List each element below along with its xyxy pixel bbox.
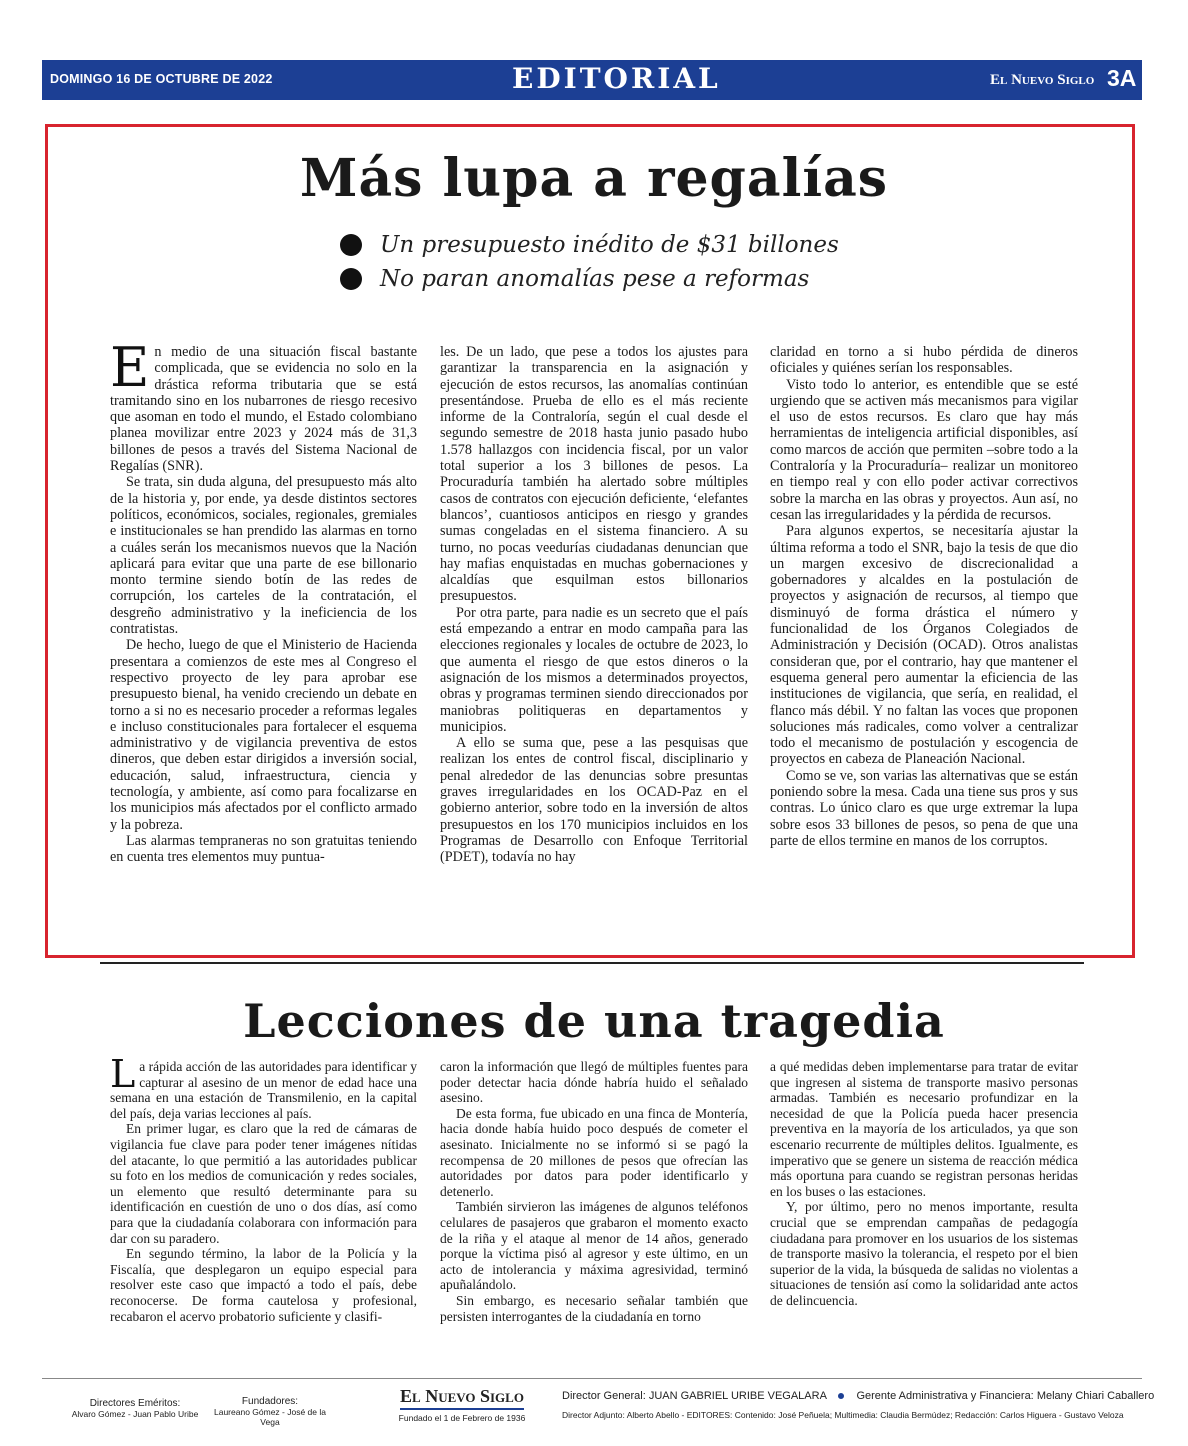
editorial-column-2 <box>440 1059 748 1324</box>
paragraph: Las alarmas tempraneras no son gratuitas teniendo en cuenta tres elementos muy puntua- <box>110 832 417 866</box>
paragraph: Visto todo lo anterior, es entendible que se esté urgiendo que se activen más mecanismos para vigilar el uso de estos recursos. Es claro que hay más herramientas de inteligencia artificial disponibles, así como marcos de acción que permiten –sobre todo a la Contraloría y la Procuraduría– realizar un monitoreo en tiempo real y con ello poder activar correctivos sobre la marcha en las obras y proyectos. Aun así, no cesan las irregularidades y la pérdida de recursos. <box>770 376 1078 523</box>
paragraph: a qué medidas deben implementarse para tratar de evitar que ingresen al sistema de transporte masivo personas armadas. También es necesario profundizar en la necesidad de que la Policía pueda hacer presencia preventiva en la mayoría de los articulados, ya que son escenario recurrente de múltiples delitos. Igualmente, es imperativo que se genere un sistema de reacción médica más oportuna para cuando se registran personas heridas en los buses o las estaciones. <box>770 1059 1078 1199</box>
newspaper-logo: El Nuevo Siglo <box>400 1386 524 1410</box>
paragraph: También sirvieron las imágenes de algunos teléfonos celulares de pasajeros que grabaron el momento exacto de la riña y el ataque al menor de 14 años, generado porque la víctima pisó al agresor y este último, en un acto de intolerancia y máxima agresividad, terminó apuñalándolo. <box>440 1199 748 1293</box>
director-general-label: Director General: <box>562 1390 646 1402</box>
masthead-main-row <box>562 1390 1155 1402</box>
page-number: 3A <box>1107 65 1137 91</box>
paragraph: caron la información que llegó de múltiples fuentes para poder detectar hacia dónde habría huido el señalado asesino. <box>440 1059 748 1106</box>
founded-date: Fundado el 1 de Febrero de 1936 <box>398 1413 526 1423</box>
paragraph: Se trata, sin duda alguna, del presupuesto más alto de la historia y, por ende, ya desde distintos sectores políticos, económicos, sociales, regionales, gremiales e institucionales se han prendido las alarmas en torno a cuáles serán los mecanismos nuevos que la Nación aplicará para evitar que una parte de ese billonario monto termine siendo botín de las redes de corrupción, los carteles de la contratación, el desgreño administrativo y la ineficiencia de los contratistas. <box>110 474 417 638</box>
paragraph: claridad en torno a si hubo pérdida de dineros oficiales y quiénes serían los responsables. <box>770 344 1078 377</box>
separator-dot-icon <box>838 1393 844 1399</box>
page-header-bar <box>42 60 1142 100</box>
paragraph: En segundo término, la labor de la Policía y la Fiscalía, que desplegaron un equipo especial para resolver este caso que impactó a todo el país, debe reconocerse. De forma cautelosa y profesional, recabaron el acervo probatorio suficiente y clasifi- <box>110 1246 417 1324</box>
section-divider <box>100 962 1084 964</box>
paragraph: Para algunos expertos, se necesitaría ajustar la última reforma a todo el SNR, bajo la tesis de que dio un margen excesivo de discrecionalidad a gobernadores y alcaldes en la postulación de proyectos y asignación de recursos, al tiempo que disminuyó de forma drástica el número y funcionalidad de los Órganos Colegiados de Administración y Decisión (OCAD). Otros analistas consideran que, por el contrario, hay que mantener el esquema general pero aumentar la eficiencia de las instituciones de vigilancia, que sería, en realidad, el flanco más débil. Y no faltan las voces que proponen soluciones más radicales, como volver a centralizar todo el mecanismo de postulación y escogencia de proyectos en cabeza de Planeación Nacional. <box>770 523 1078 768</box>
paragraph: Sin embargo, es necesario señalar también que persisten interrogantes de la ciudadanía en torno <box>440 1292 748 1324</box>
editorial-column-1 <box>110 1052 417 1324</box>
footer-logo-block <box>392 1386 532 1423</box>
footer-divider <box>42 1378 1142 1379</box>
editorial-title: Más lupa a regalías <box>299 148 889 209</box>
paragraph: les. De un lado, que pese a todos los ajustes para garantizar la transparencia en la asignación y ejecución de estos recursos, las anomalías continúan presentándose. Prueba de ello es el más reciente informe de la Contraloría, según el cual desde el segundo semestre de 2018 hasta junio pasado hubo 1.578 hallazgos con incidencia fiscal, por un valor total superior a los 3 billones de pesos. La Procuraduría también ha alertado sobre múltiples casos de contratos con ejecución deficiente, ‘elefantes blancos’, cuantiosos anticipos en riesgo y grandes sumas congeladas en el sistema financiero. A su turno, no pocas veedurías ciudadanas denuncian que hay mafias enquistadas en muchas gobernaciones y alcaldías que esquilman estos billonarios presupuestos. <box>440 344 748 605</box>
manager-name: Melany Chiari Caballero <box>1036 1390 1155 1402</box>
founders-names: Laureano Gómez - José de la Vega <box>214 1407 326 1427</box>
paragraph: Por otra parte, para nadie es un secreto que el país está empezando a entrar en modo campaña para las elecciones regionales y locales de octubre de 2023, lo que aumenta el riesgo de que estos dineros o la asignación de los mismos a determinados proyectos, obras y programas terminen siendo direccionados por maniobras politiqueras en departamentos y municipios. <box>440 604 748 735</box>
editorial-column-3 <box>770 344 1078 849</box>
bullet-icon <box>340 234 362 256</box>
issue-date: DOMINGO 16 DE OCTUBRE DE 2022 <box>50 72 273 86</box>
subhead-item <box>340 262 839 296</box>
paragraph: La rápida acción de las autoridades para identificar y capturar al asesino de un menor de edad hace una semana en una estación de Transmilenio, en la capital del país, deja varias lecciones al país. <box>110 1052 417 1121</box>
paragraph: En medio de una situación fiscal bastante complicada, que se evidencia no solo en la drástica reforma tributaria que se está tramitando sino en los nubarrones de riesgo recesivo que asoman en todo el mundo, el Estado colombiano planea movilizar entre 2023 y 2024 más de 31,3 billones de pesos a través del Sistema Nacional de Regalías (SNR). <box>110 336 417 475</box>
subhead-item <box>340 228 839 262</box>
newspaper-name: El Nuevo Siglo <box>990 72 1095 88</box>
staff-credits: Director Adjunto: Alberto Abello - EDITORES: Contenido: José Peñuela; Multimedia: Claudia Bermúdez; Redacción: Carlos Higuera - Gustavo Veloza <box>562 1410 1124 1420</box>
subhead-text: Un presupuesto inédito de $31 billones <box>380 232 839 258</box>
editorial-title: Lecciones de una tragedia <box>243 994 945 1048</box>
emeritus-directors-names: Alvaro Gómez - Juan Pablo Uribe <box>71 1409 199 1419</box>
paragraph: Como se ve, son varias las alternativas que se están poniendo sobre la mesa. Cada una tiene sus pros y sus contras. Lo único claro es que urge extremar la lupa sobre esos 33 billones de pesos, so pena de que una parte de ellos termine en manos de los corruptos. <box>770 767 1078 849</box>
masthead-staff <box>562 1390 1155 1420</box>
director-general-name: JUAN GABRIEL URIBE VEGALARA <box>648 1390 827 1402</box>
bullet-icon <box>340 268 362 290</box>
paragraph: En primer lugar, es claro que la red de cámaras de vigilancia fue clave para poder tener imágenes nítidas del atacante, lo que permitió a las autoridades publicar su foto en los medios de comunicación y redes sociales, un elemento que resultó determinante para su identificación en cuestión de uno o dos días, así como para que la ciudadanía colaborara con información para dar con su paradero. <box>110 1121 417 1246</box>
emeritus-directors <box>60 1398 210 1419</box>
editorial-column-3 <box>770 1059 1078 1309</box>
paragraph: De esta forma, fue ubicado en una finca de Montería, hacia donde había huido poco después de cometer el asesinato. Inicialmente no se informó si se pagó la recompensa de 20 millones de pesos que ofrecían las autoridades por datos para poder identificarlo y detenerlo. <box>440 1105 748 1199</box>
manager-label: Gerente Administrativa y Financiera: <box>856 1390 1034 1402</box>
editorial-subheads <box>340 228 839 296</box>
emeritus-directors-label: Directores Eméritos: <box>89 1398 181 1409</box>
paragraph: A ello se suma que, pese a las pesquisas que realizan los entes de control fiscal, disciplinario y penal alrededor de las denuncias sobre presuntas graves irregularidades en los OCAD-Paz en el gobierno anterior, sobre todo en la inversión de altos presupuestos en los 170 municipios incluidos en los Programas de Desarrollo con Enfoque Territorial (PDET), todavía no hay <box>440 735 748 866</box>
paragraph: De hecho, luego de que el Ministerio de Hacienda presentara a comienzos de este mes al Congreso el respectivo proyecto de ley para aprobar ese presupuesto bienal, ha venido creciendo un debate en torno a si no es necesario proceder a reformas legales e incluso constitucionales para fortalecer el esquema administrativo y de vigilancia preventiva de estos dineros, que deben estar dirigidos a inversión social, educación, salud, infraestructura, ciencia y tecnología, y ambiente, así como para focalizarse en los municipios más afectados por el conflicto armado y la pobreza. <box>110 637 417 833</box>
founders <box>205 1396 335 1427</box>
paragraph: Y, por último, pero no menos importante, resulta crucial que se emprendan campañas de pedagogía ciudadana para promover en los usuarios de los sistemas de transporte masivo la tolerancia, el respeto por el bien superior de la vida, la búsqueda de salidas no violentas a situaciones de tensión así como la solidaridad ante actos de delincuencia. <box>770 1199 1078 1308</box>
editorial-column-1 <box>110 336 417 866</box>
subhead-text: No paran anomalías pese a reformas <box>380 266 810 292</box>
drop-cap: E <box>110 336 150 399</box>
founders-label: Fundadores: <box>241 1396 299 1407</box>
editorial-column-2 <box>440 344 748 866</box>
section-title: EDITORIAL <box>512 62 721 95</box>
drop-cap: L <box>110 1052 136 1096</box>
